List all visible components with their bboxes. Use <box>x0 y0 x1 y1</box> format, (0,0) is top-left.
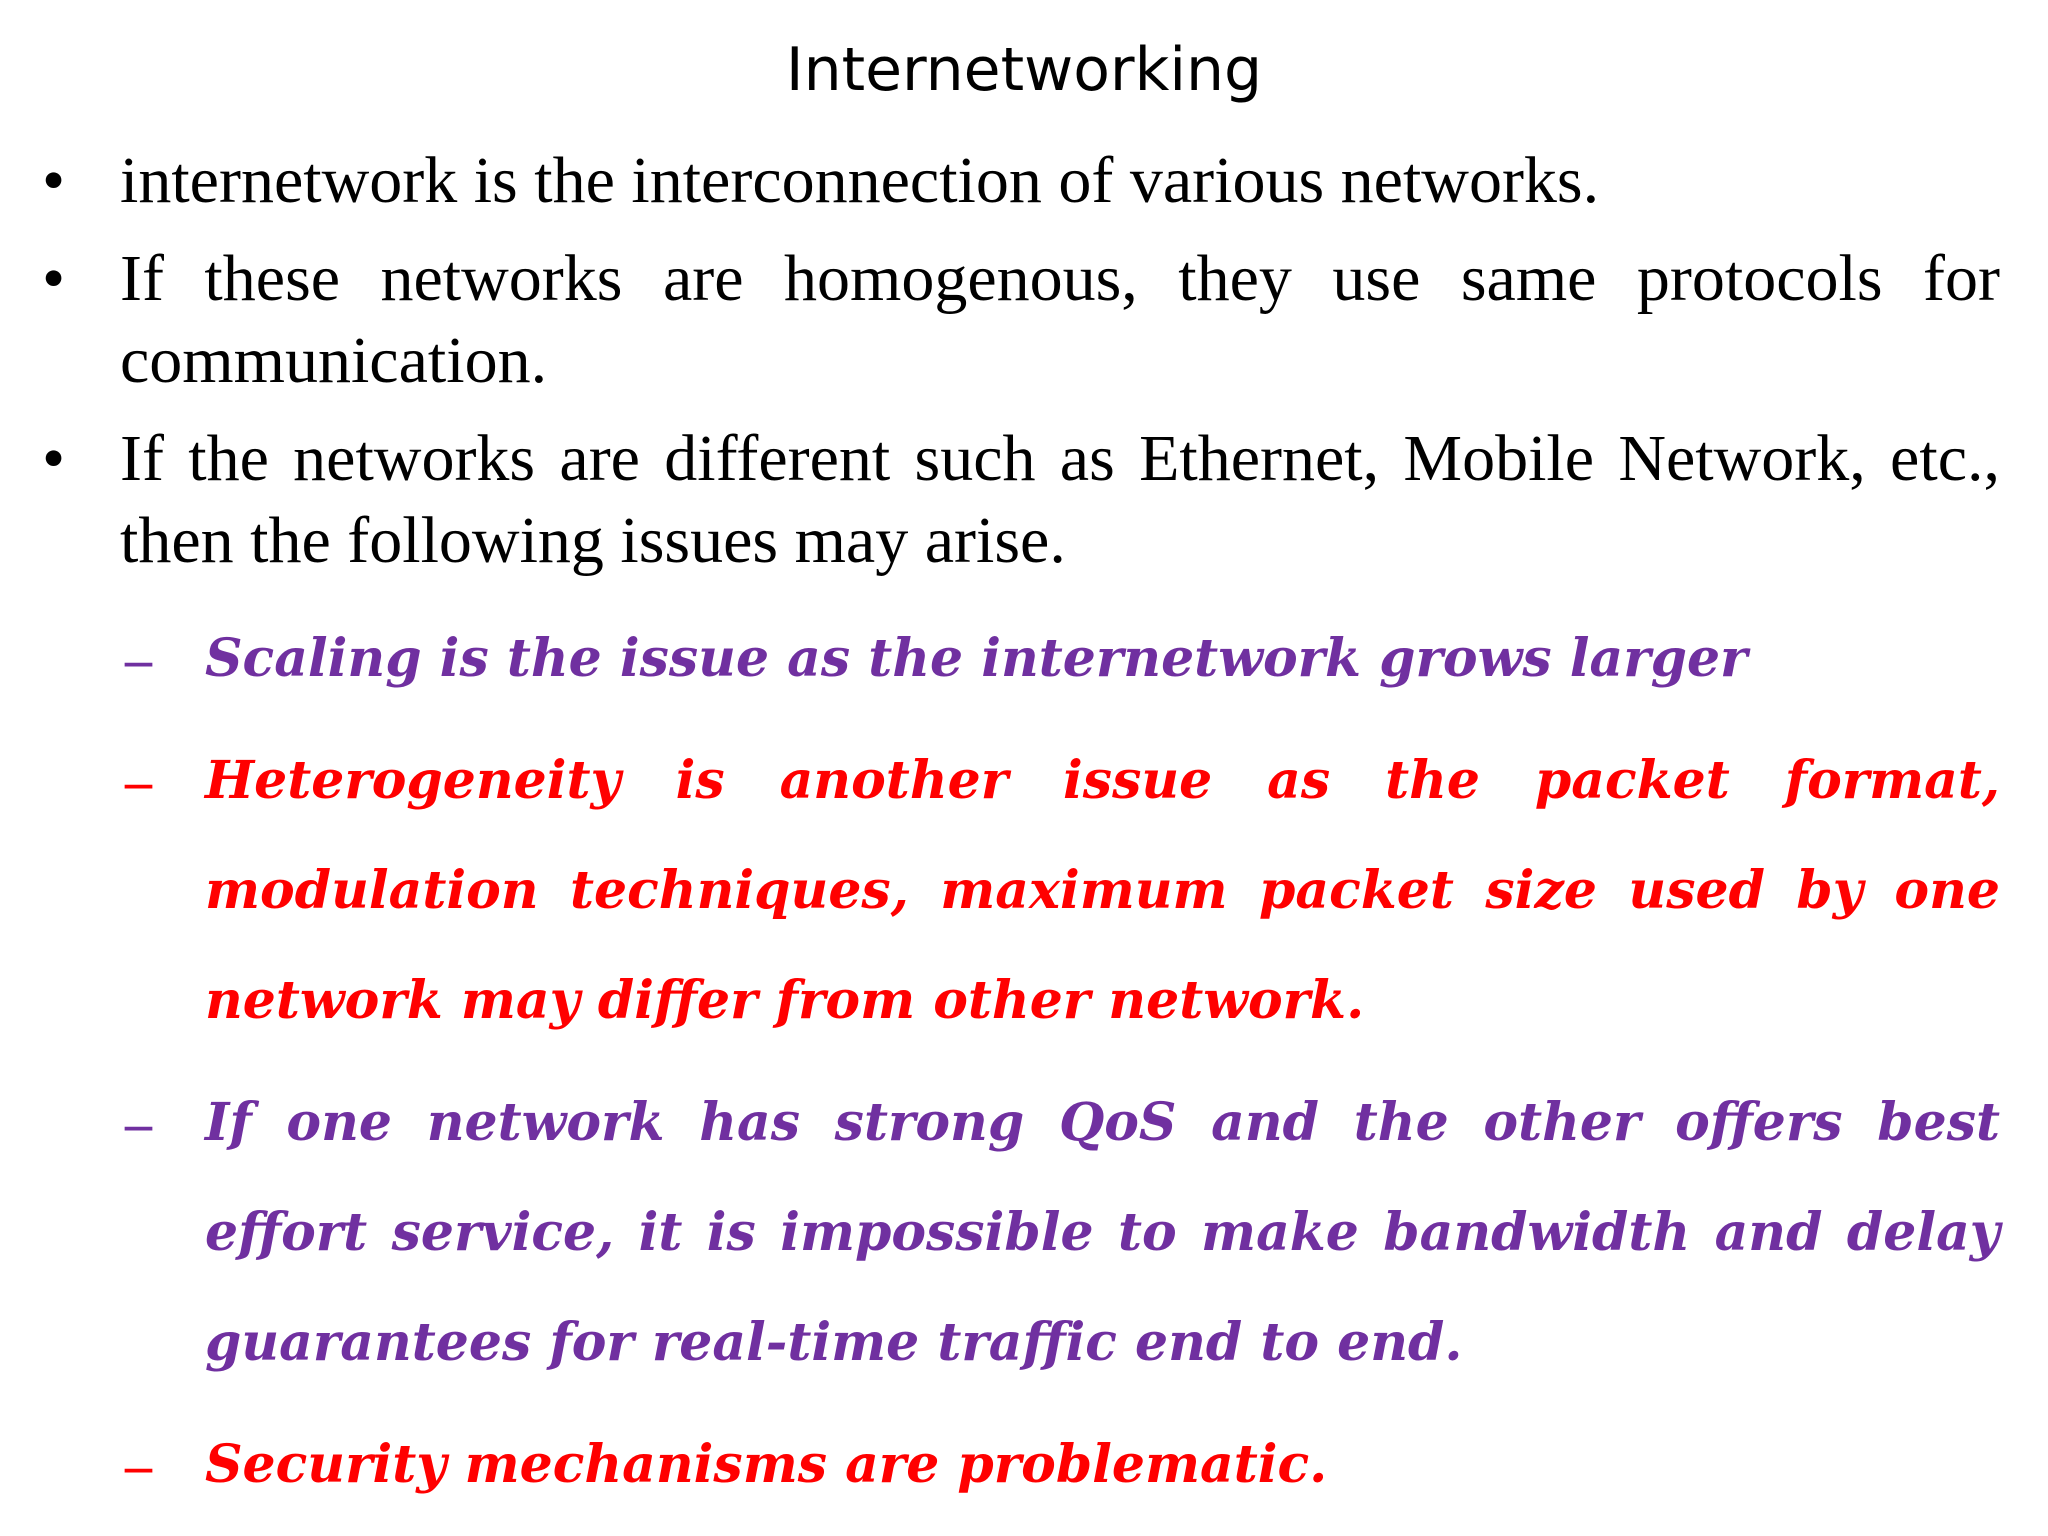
sub-bullet-text: If one network has strong QoS and the other offers best effort service, it is impossible to make bandwidth and delay guarantees for real-time traffic end to end. <box>205 1092 2000 1373</box>
sub-bullet-list <box>0 604 2048 1532</box>
bullet-text: If these networks are homogenous, they use same protocols for communication. <box>120 242 2000 397</box>
sub-bullet-item-qos <box>0 1068 2048 1398</box>
dash-marker: – <box>125 1435 152 1495</box>
bullet-marker: • <box>42 422 66 495</box>
sub-bullet-item-scaling <box>0 604 2048 714</box>
bullet-list <box>0 140 2048 598</box>
bullet-marker: • <box>42 242 66 315</box>
bullet-marker: • <box>42 144 66 217</box>
slide-title: Internetworking <box>785 35 1263 105</box>
bullet-text: internetwork is the interconnection of various networks. <box>120 144 1600 217</box>
sub-bullet-item-security <box>0 1410 2048 1520</box>
dash-marker: – <box>125 629 152 689</box>
bullet-item <box>0 418 2048 582</box>
bullet-text: If the networks are different such as Ethernet, Mobile Network, etc., then the following issues may arise. <box>120 422 2000 577</box>
dash-marker: – <box>125 1093 152 1153</box>
bullet-item <box>0 140 2048 222</box>
dash-marker: – <box>125 751 152 811</box>
sub-bullet-text: Heterogeneity is another issue as the packet format, modulation techniques, maximum packet size used by one network may differ from other network. <box>205 750 2000 1031</box>
sub-bullet-item-heterogeneity <box>0 726 2048 1056</box>
sub-bullet-text: Scaling is the issue as the internetwork grows larger <box>205 628 1748 689</box>
sub-bullet-text: Security mechanisms are problematic. <box>205 1434 1328 1495</box>
bullet-item <box>0 238 2048 402</box>
